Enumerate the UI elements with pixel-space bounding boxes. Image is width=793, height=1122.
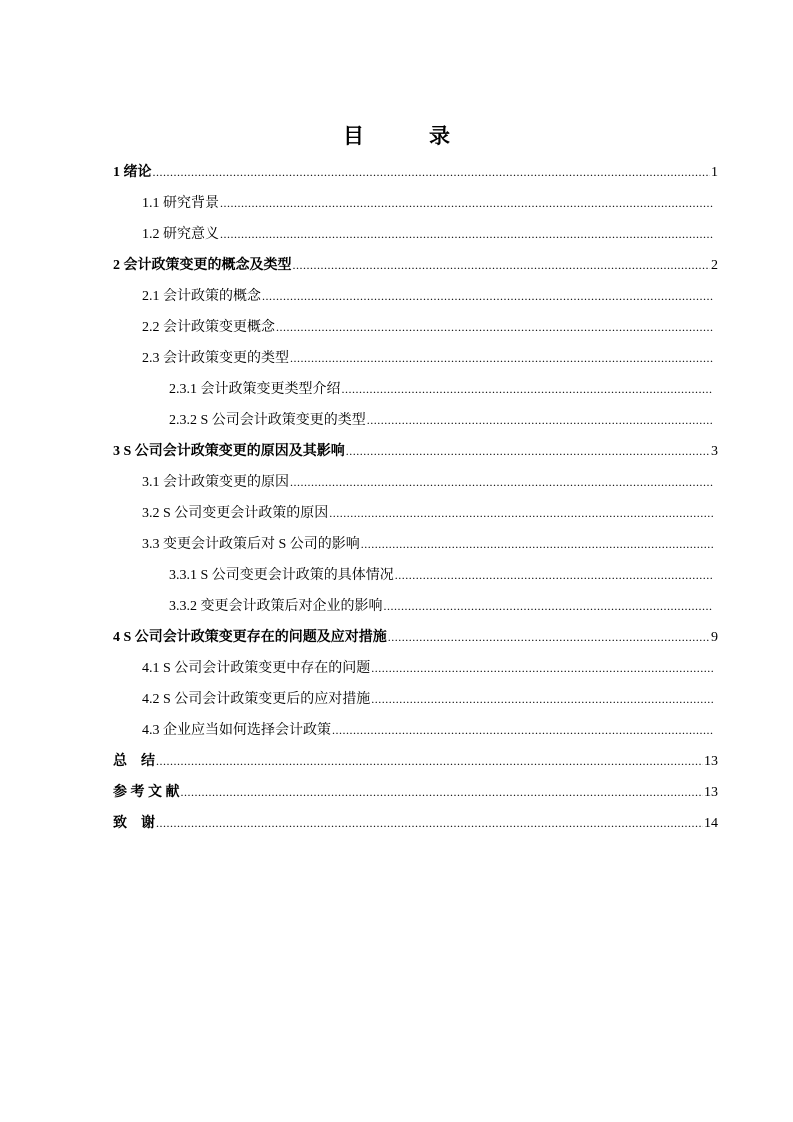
toc-leader-dots <box>156 746 703 777</box>
toc-entry-2-3-2[interactable] <box>113 405 718 436</box>
toc-leader-dots <box>290 467 713 498</box>
toc-entry-2-2[interactable] <box>113 312 718 343</box>
toc-leader-dots <box>346 436 710 467</box>
toc-entry-introduction[interactable] <box>113 157 718 188</box>
toc-leader-dots <box>371 653 713 684</box>
toc-entry-2-3-1[interactable] <box>113 374 718 405</box>
toc-entry-label: 3.2 S 公司变更会计政策的原因 <box>142 506 329 521</box>
toc-entry-label: 4 S 公司会计政策变更存在的问题及应对措施 <box>113 630 387 645</box>
toc-entry-label: 1 绪论 <box>113 165 152 180</box>
toc-entry-label: 4.1 S 公司会计政策变更中存在的问题 <box>142 661 371 676</box>
toc-leader-dots <box>395 560 713 591</box>
toc-page-number: 9 <box>711 630 718 645</box>
toc-page-number: 14 <box>704 816 718 831</box>
toc-leader-dots <box>384 591 714 622</box>
toc-entry-label: 2.2 会计政策变更概念 <box>142 320 275 335</box>
toc-entry-2-3[interactable] <box>113 343 718 374</box>
toc-leader-dots <box>181 777 704 808</box>
toc-page-number: 1 <box>711 165 718 180</box>
toc-leader-dots <box>367 405 713 436</box>
toc-entry-3-3-2[interactable] <box>113 591 718 622</box>
toc-entry-label: 参 考 文 献 <box>113 785 180 800</box>
toc-entry-acknowledgements[interactable] <box>113 808 718 839</box>
toc-leader-dots <box>332 715 713 746</box>
toc-page-number: 13 <box>704 754 718 769</box>
toc-entry-chapter-2[interactable] <box>113 250 718 281</box>
toc-leader-dots <box>262 281 713 312</box>
toc-entry-1-1[interactable] <box>113 188 718 219</box>
toc-leader-dots <box>361 529 713 560</box>
toc-entry-3-3-1[interactable] <box>113 560 718 591</box>
page-title: 目 录 <box>343 124 472 148</box>
toc-entry-label: 总 结 <box>113 754 155 769</box>
toc-entry-label: 4.2 S 公司会计政策变更后的应对措施 <box>142 692 371 707</box>
toc-entry-4-2[interactable] <box>113 684 718 715</box>
toc-entry-label: 3.3.2 变更会计政策后对企业的影响 <box>169 599 383 614</box>
toc-leader-dots <box>276 312 713 343</box>
toc-page-number: 2 <box>711 258 718 273</box>
toc-entry-4-3[interactable] <box>113 715 718 746</box>
toc-entry-references[interactable] <box>113 777 718 808</box>
toc-leader-dots <box>371 684 713 715</box>
toc-entry-3-1[interactable] <box>113 467 718 498</box>
toc-entry-label: 1.1 研究背景 <box>142 196 219 211</box>
toc-leader-dots <box>329 498 713 529</box>
toc-page-number: 3 <box>711 444 718 459</box>
toc-entry-label: 2.3 会计政策变更的类型 <box>142 351 289 366</box>
toc-entry-label: 2.3.1 会计政策变更类型介绍 <box>169 382 341 397</box>
toc-leader-dots <box>293 250 711 281</box>
toc-entry-label: 4.3 企业应当如何选择会计政策 <box>142 723 331 738</box>
toc-entry-label: 3 S 公司会计政策变更的原因及其影响 <box>113 444 345 459</box>
toc-entry-3-2[interactable] <box>113 498 718 529</box>
toc-page-number: 13 <box>704 785 718 800</box>
toc-entry-chapter-4[interactable] <box>113 622 718 653</box>
toc-entry-1-2[interactable] <box>113 219 718 250</box>
toc-entry-label: 致 谢 <box>113 816 155 831</box>
toc-leader-dots <box>156 808 703 839</box>
toc-entry-label: 2.1 会计政策的概念 <box>142 289 261 304</box>
toc-leader-dots <box>388 622 710 653</box>
toc-entry-label: 2.3.2 S 公司会计政策变更的类型 <box>169 413 366 428</box>
toc-entry-4-1[interactable] <box>113 653 718 684</box>
toc-entry-label: 3.3.1 S 公司变更会计政策的具体情况 <box>169 568 394 583</box>
toc-leader-dots <box>153 157 711 188</box>
toc-entry-label: 3.3 变更会计政策后对 S 公司的影响 <box>142 537 360 552</box>
toc-entry-label: 2 会计政策变更的概念及类型 <box>113 258 292 273</box>
toc-entry-3-3[interactable] <box>113 529 718 560</box>
toc-leader-dots <box>290 343 713 374</box>
table-of-contents <box>113 157 718 839</box>
toc-entry-summary[interactable] <box>113 746 718 777</box>
toc-leader-dots <box>342 374 714 405</box>
toc-entry-chapter-3[interactable] <box>113 436 718 467</box>
toc-leader-dots <box>220 188 713 219</box>
toc-entry-label: 1.2 研究意义 <box>142 227 219 242</box>
toc-leader-dots <box>220 219 713 250</box>
toc-entry-2-1[interactable] <box>113 281 718 312</box>
toc-entry-label: 3.1 会计政策变更的原因 <box>142 475 289 490</box>
